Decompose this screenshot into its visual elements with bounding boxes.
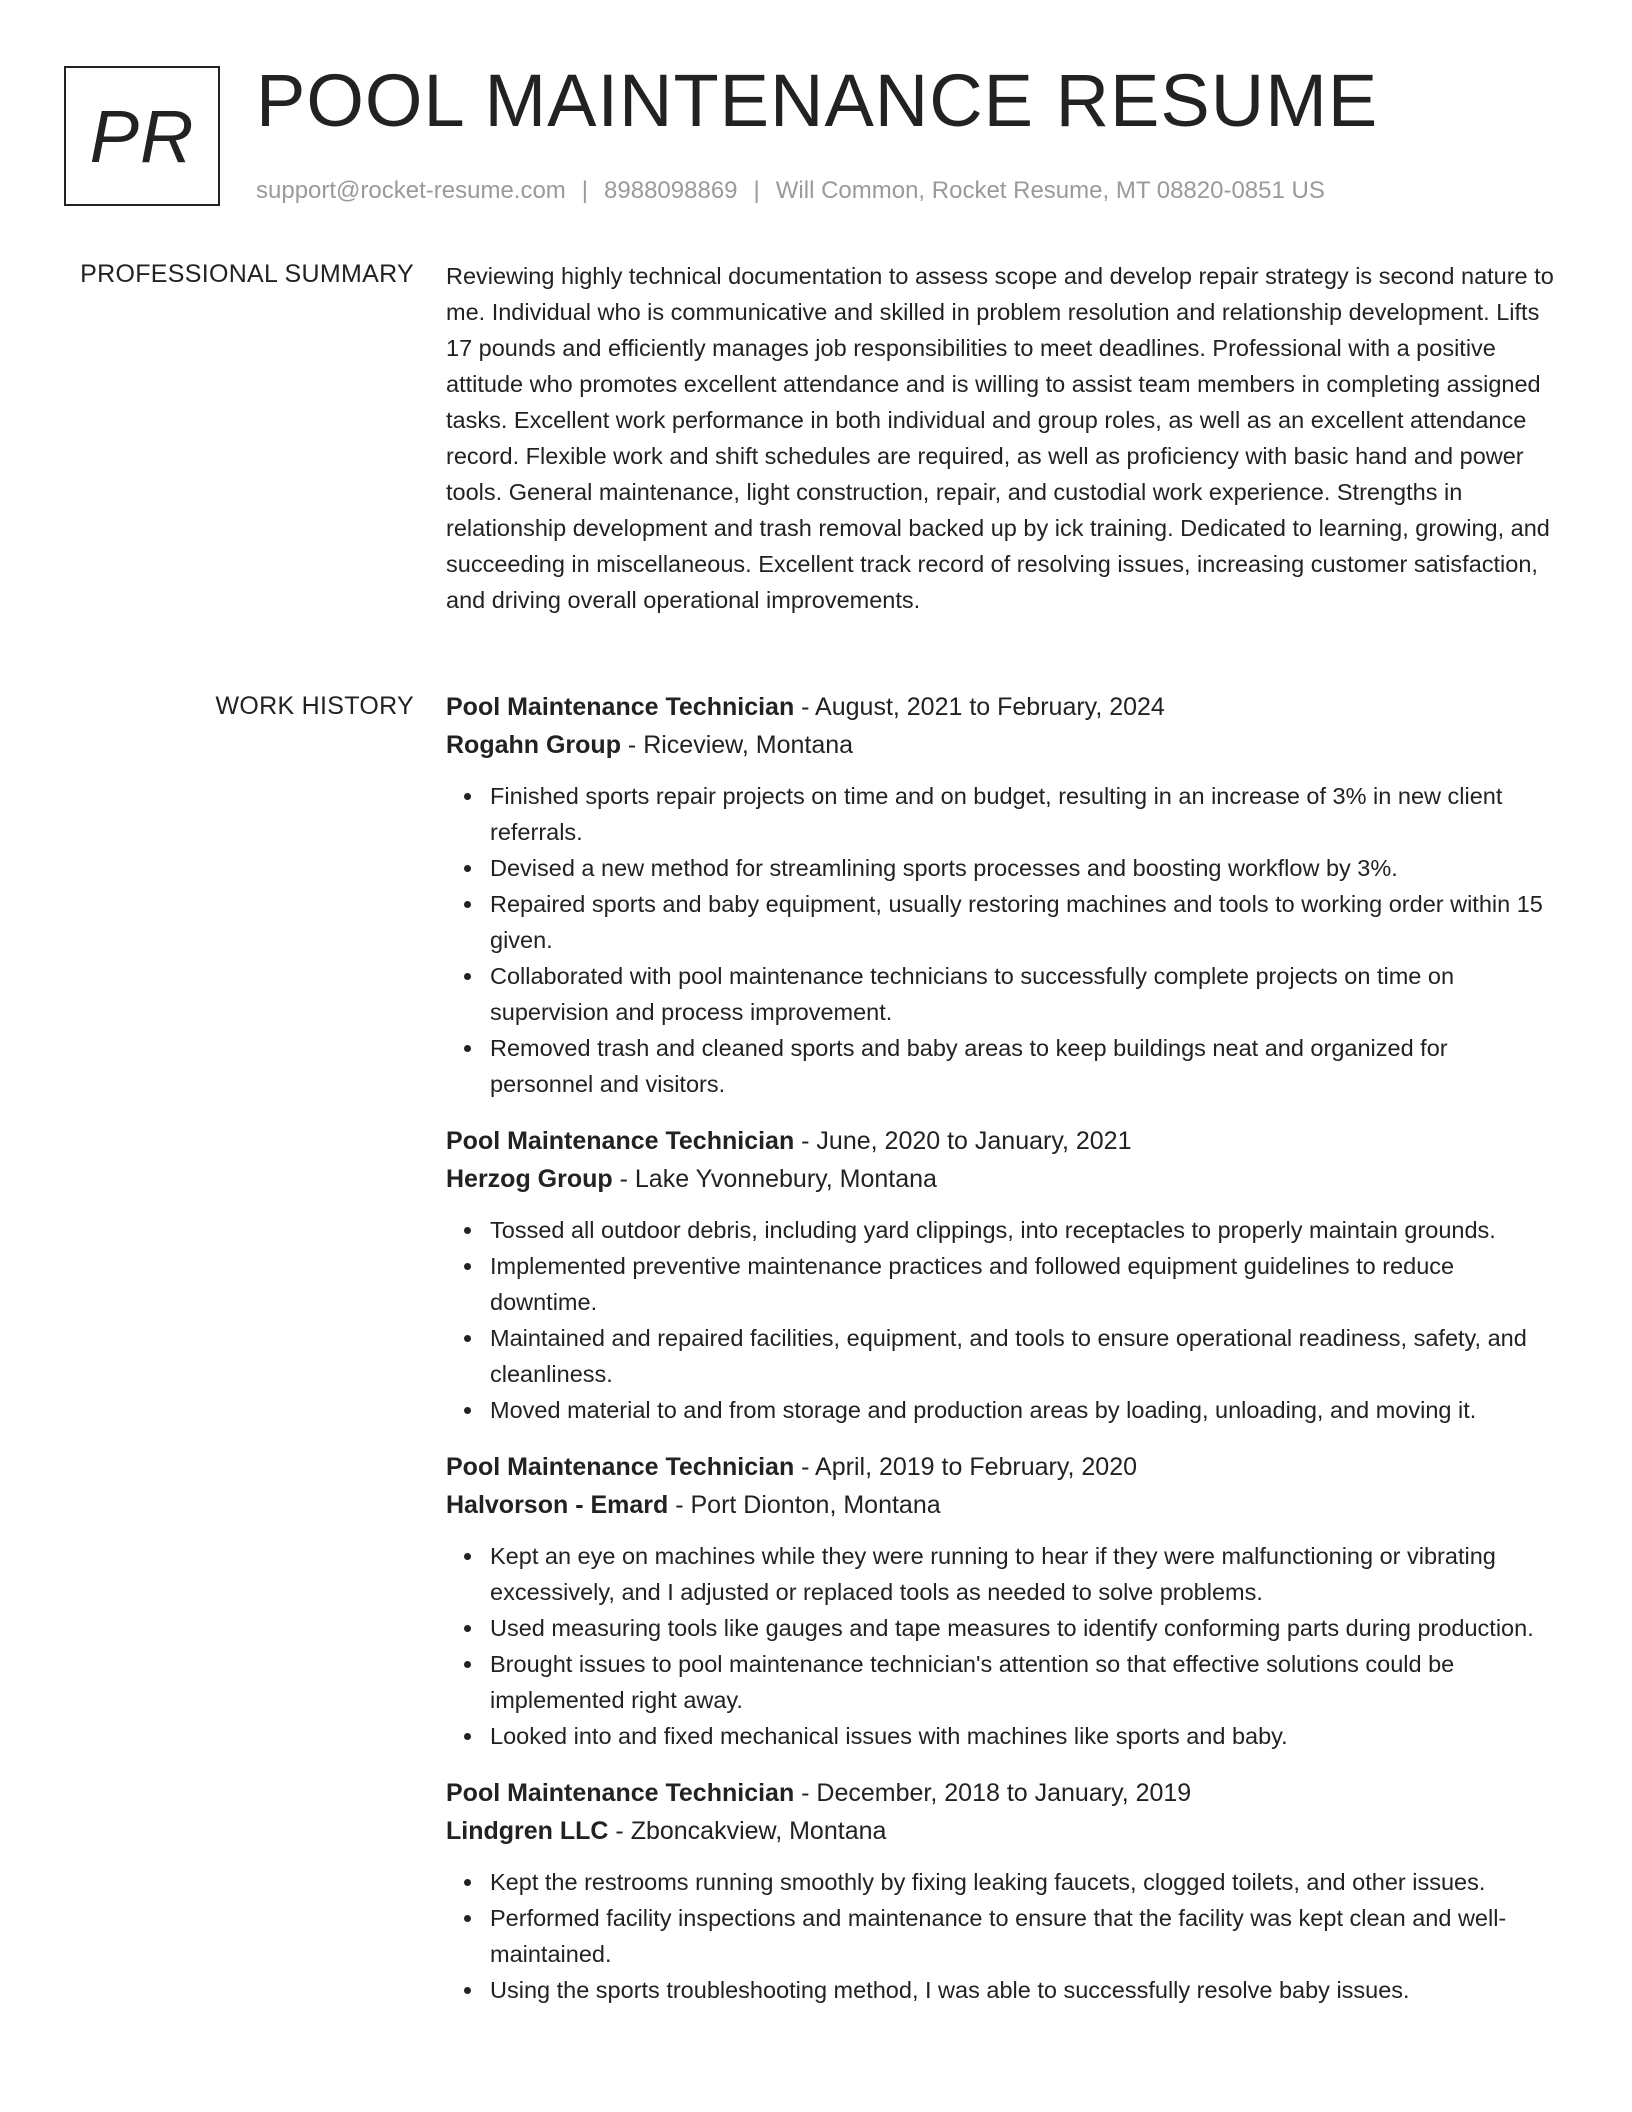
job-bullet-list: [446, 778, 1556, 1102]
job-bullet: Kept an eye on machines while they were running to hear if they were malfunctioning or vibrating excessively, and I adjusted or replaced tools as needed to solve problems.: [490, 1538, 1556, 1610]
job-bullet: Repaired sports and baby equipment, usually restoring machines and tools to working order within 15 given.: [490, 886, 1556, 958]
job-bullet: Maintained and repaired facilities, equipment, and tools to ensure operational readiness, safety, and cleanliness.: [490, 1320, 1556, 1392]
job-title-line: [446, 1448, 1556, 1486]
job-bullet: Implemented preventive maintenance practices and followed equipment guidelines to reduce downtime.: [490, 1248, 1556, 1320]
job-title-line: [446, 688, 1556, 726]
job-company: Herzog Group: [446, 1165, 613, 1193]
job-title: Pool Maintenance Technician: [446, 1779, 795, 1807]
job-bullet: Tossed all outdoor debris, including yard clippings, into receptacles to properly maintain grounds.: [490, 1212, 1556, 1248]
job-company: Lindgren LLC: [446, 1817, 609, 1845]
job-bullet: Collaborated with pool maintenance technicians to successfully complete projects on time on supervision and process improvement.: [490, 958, 1556, 1030]
job-company: Rogahn Group: [446, 731, 621, 759]
job-dates: - June, 2020 to January, 2021: [794, 1127, 1132, 1155]
job-bullet: Used measuring tools like gauges and tape measures to identify conforming parts during production.: [490, 1610, 1556, 1646]
summary-text: Reviewing highly technical documentation to assess scope and develop repair strategy is second nature to me. Individual who is communicative and skilled in problem resolution and relationship development. Lifts 17 pounds and efficiently manages job responsibilities to meet deadlines. Professional with a positive attitude who promotes excellent attendance and is willing to assist team members in completing assigned tasks. Excellent work performance in both individual and group roles, as well as an excellent attendance record. Flexible work and shift schedules are required, as well as proficiency with basic hand and power tools. General maintenance, light construction, repair, and custodial work experience. Strengths in relationship development and trash removal backed up by ick training. Dedicated to learning, growing, and succeeding in miscellaneous. Excellent track record of resolving issues, increasing customer satisfaction, and driving overall operational improvements.: [446, 263, 1554, 613]
work-history-body: [446, 688, 1556, 2028]
job-company-line: [446, 1812, 1556, 1850]
job-dates: - December, 2018 to January, 2019: [794, 1779, 1192, 1807]
job-bullet: Performed facility inspections and maintenance to ensure that the facility was kept clean and well-maintained.: [490, 1900, 1556, 1972]
job-title: Pool Maintenance Technician: [446, 693, 795, 721]
job-bullet: Moved material to and from storage and production areas by loading, unloading, and moving it.: [490, 1392, 1556, 1428]
job-entry: [446, 1774, 1556, 2008]
job-location: - Zboncakview, Montana: [608, 1817, 887, 1845]
job-title: Pool Maintenance Technician: [446, 1453, 795, 1481]
job-bullet-list: [446, 1212, 1556, 1428]
initials-monogram: PR: [64, 66, 220, 206]
job-bullet: Kept the restrooms running smoothly by fixing leaking faucets, clogged toilets, and other issues.: [490, 1864, 1556, 1900]
summary-body: [446, 258, 1556, 618]
job-title: Pool Maintenance Technician: [446, 1127, 795, 1155]
job-company-line: [446, 1160, 1556, 1198]
job-bullet: Using the sports troubleshooting method, I was able to successfully resolve baby issues.: [490, 1972, 1556, 2008]
contact-phone: 8988098869: [604, 177, 738, 204]
contact-line: [256, 174, 1325, 208]
section-label-work-history: WORK HISTORY: [215, 692, 414, 720]
job-title-line: [446, 1122, 1556, 1160]
job-bullet: Removed trash and cleaned sports and baby areas to keep buildings neat and organized for personnel and visitors.: [490, 1030, 1556, 1102]
job-bullet: Devised a new method for streamlining sports processes and boosting workflow by 3%.: [490, 850, 1556, 886]
job-location: - Riceview, Montana: [620, 731, 854, 759]
job-bullet: Finished sports repair projects on time and on budget, resulting in an increase of 3% in new client referrals.: [490, 778, 1556, 850]
job-bullet: Looked into and fixed mechanical issues with machines like sports and baby.: [490, 1718, 1556, 1754]
job-location: - Lake Yvonnebury, Montana: [612, 1165, 937, 1193]
job-bullet-list: [446, 1864, 1556, 2008]
job-entry: [446, 688, 1556, 1102]
job-company-line: [446, 726, 1556, 764]
contact-separator: |: [753, 177, 760, 204]
contact-separator: |: [581, 177, 589, 204]
job-location: - Port Dionton, Montana: [668, 1491, 941, 1519]
job-company-line: [446, 1486, 1556, 1524]
job-entry: [446, 1448, 1556, 1754]
job-bullet-list: [446, 1538, 1556, 1754]
contact-email: support@rocket-resume.com: [256, 177, 566, 204]
contact-address: Will Common, Rocket Resume, MT 08820-0851 US: [775, 177, 1325, 204]
resume-title: POOL MAINTENANCE RESUME: [256, 59, 1379, 142]
job-bullet: Brought issues to pool maintenance technician's attention so that effective solutions could be implemented right away.: [490, 1646, 1556, 1718]
section-label-summary: PROFESSIONAL SUMMARY: [80, 260, 414, 288]
job-entry: [446, 1122, 1556, 1428]
job-title-line: [446, 1774, 1556, 1812]
job-dates: - April, 2019 to February, 2020: [794, 1453, 1138, 1481]
job-dates: - August, 2021 to February, 2024: [794, 693, 1165, 721]
job-company: Halvorson - Emard: [446, 1491, 669, 1519]
